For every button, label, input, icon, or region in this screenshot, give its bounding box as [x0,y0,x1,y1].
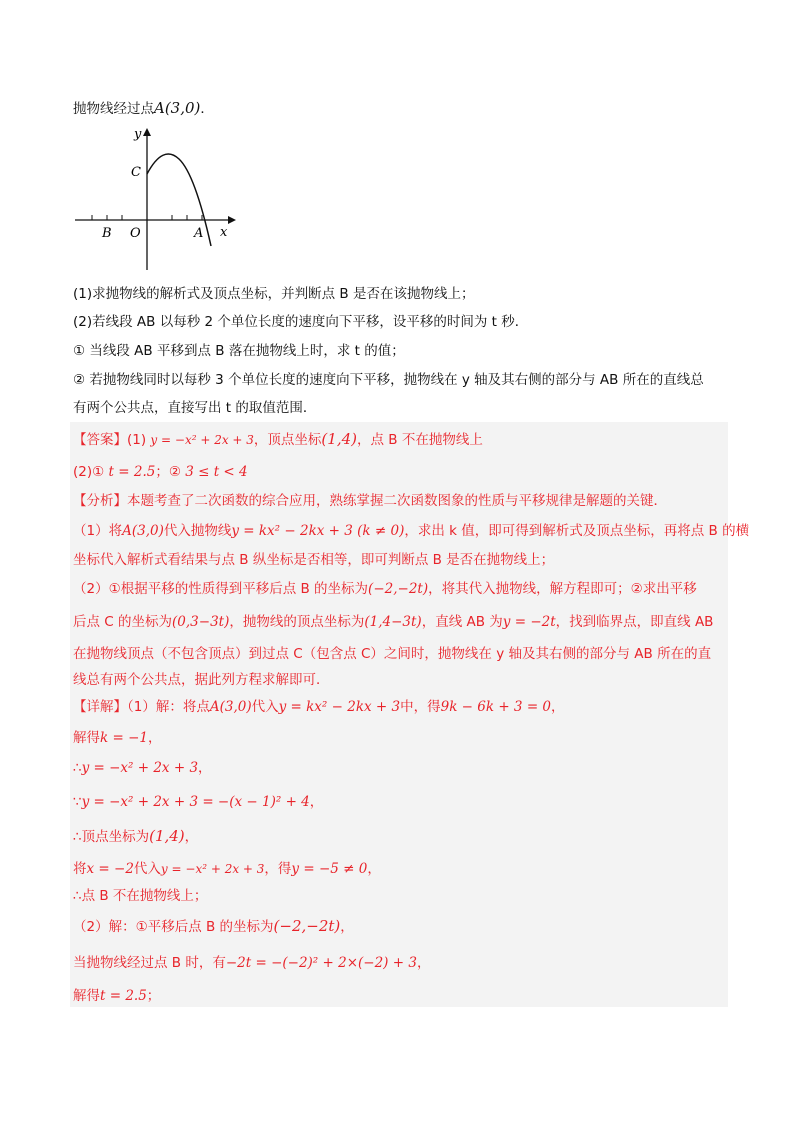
detail-line-7: ∴点 B 不在抛物线上； [73,888,208,904]
analysis4-a: （2）①根据平移的性质得到平移后点 B 的坐标为 [73,581,369,597]
label-x: x [220,225,228,240]
analysis2-c: ，求出 k 值，即可得到解析式及顶点坐标，再将点 B 的横 [404,523,750,539]
analysis5-a: 后点 C 的坐标为 [73,614,173,630]
detail6-x: x = −2 [86,861,134,877]
answer-end: ，点 B 不在抛物线上 [356,432,483,448]
detail-line-5 [73,826,198,847]
detail10-a: 解得 [73,988,100,1004]
analysis5-v: (1,4−3t) [364,614,422,630]
analysis5-eq: y = −2t [502,614,556,630]
answer2-a: t = 2.5 [108,464,156,480]
analysis4-b: ，将其代入抛物线，解方程即可；②求出平移 [428,581,697,597]
detail5-v: (1,4) [149,827,185,845]
problem-intro [73,98,214,119]
answer-vertex: (1,4) [321,430,357,448]
detail2-a: 解得 [73,730,100,746]
analysis-line-7: 线总有两个公共点，据此列方程求解即可． [73,672,330,688]
detail6-a: 将 [73,861,87,877]
analysis-line-4 [73,579,697,599]
detail6-eq: y = −5 ≠ 0 [291,861,368,877]
detail1-point: A(3,0) [209,699,252,715]
label-A: A [194,226,204,241]
detail6-end: ， [367,861,381,877]
detail-line-8 [73,916,354,937]
label-C: C [131,165,141,180]
detail-line-10 [73,986,160,1006]
detail10-eq: t = 2.5 [100,988,147,1004]
analysis4-point: (−2,−2t) [368,581,429,597]
detail3-end: ， [198,760,212,776]
label-O: O [130,226,141,241]
question-2: (2)若线段 AB 以每秒 2 个单位长度的速度向下平移，设平移的时间为 t 秒． [73,314,529,330]
detail9-a: 当抛物线经过点 B 时，有 [73,955,226,971]
therefore-symbol: ∴ [73,760,82,776]
detail5-end: ， [184,829,199,845]
detail8-point: (−2,−2t) [273,917,341,935]
label-y: y [134,127,142,142]
y-axis-arrow [143,128,151,136]
detail9-eq: −2t = −(−2)² + 2×(−2) + 3 [225,955,417,971]
analysis-line-6: 在抛物线顶点（不包含顶点）到过点 C（包含点 C）之间时，抛物线在 y 轴及其右侧的部分与 AB 所在的直 [73,646,712,662]
analysis-line-1: 【分析】本题考查了二次函数的综合应用，熟练掌握二次函数图象的性质与平移规律是解题的关键． [73,493,667,509]
analysis2-a: （1）将 [73,523,123,539]
detail-line-2 [73,728,161,748]
detail-line-1 [73,697,565,717]
analysis5-b: ，抛物线的顶点坐标为 [229,614,365,630]
detail1-eq: 9k − 6k + 3 = 0 [440,699,552,715]
detail6-formula: y = −x² + 2x + 3 [160,862,265,876]
detail1-c: 中，得 [400,699,441,715]
analysis2-point: A(3,0) [122,523,164,539]
answer-line-1 [73,429,483,450]
detail-line-9 [73,953,430,973]
parabola-graph [70,124,240,274]
detail-line-6 [73,859,381,879]
analysis-line-5 [73,612,713,632]
detail8-end: ， [340,919,354,935]
detail8-a: （2）解：①平移后点 B 的坐标为 [73,919,274,935]
intro-text: 抛物线经过点 [73,101,154,117]
x-axis-arrow [228,216,236,224]
analysis2-formula: y = kx² − 2kx + 3 (k ≠ 0) [231,523,405,539]
detail4-eq: y = −x² + 2x + 3 = −(x − 1)² + 4 [81,794,310,810]
question-2-2-line2: 有两个公共点，直接写出 t 的取值范围． [73,400,317,416]
analysis-line-2 [73,521,749,541]
detail2-end: ， [147,730,162,746]
question-2-2-line1: ② 若抛物线同时以每秒 3 个单位长度的速度向下平移，抛物线在 y 轴及其右侧的部分与 AB 所在的直线总 [73,372,704,388]
intro-point: A(3,0) [154,99,201,117]
analysis2-b: 代入抛物线 [163,523,232,539]
answer-formula: y = −x² + 2x + 3 [150,433,254,447]
analysis-line-3: 坐标代入解析式看结果与点 B 纵坐标是否相等，即可判断点 B 是否在抛物线上； [73,552,555,568]
analysis5-c: (0,3−3t) [172,614,230,630]
detail3-eq: y = −x² + 2x + 3 [81,760,199,776]
detail-line-3 [73,758,212,778]
analysis5-c2: ，直线 AB 为 [421,614,503,630]
question-1: (1)求抛物线的解析式及顶点坐标，并判断点 B 是否在该抛物线上； [73,286,475,302]
analysis5-d: ，找到临界点，即直线 AB [555,614,714,630]
detail6-b: 代入 [133,861,161,877]
answer2-b: 3 ≤ t < 4 [185,464,248,480]
answer2-mid: ；② [155,464,181,480]
detail2-eq: k = −1 [100,730,148,746]
detail6-c: ，得 [264,861,292,877]
detail1-end: ， [551,699,565,715]
answer-rest: ，顶点坐标 [253,432,322,448]
answer-line-2 [73,462,248,482]
detail1-formula: y = kx² − 2kx + 3 [278,699,401,715]
question-2-1: ① 当线段 AB 平移到点 B 落在抛物线上时，求 t 的值； [73,343,405,359]
answer2-prefix: (2)① [73,464,105,480]
detail1-a: 【详解】（1）解：将点 [73,699,210,715]
detail1-b: 代入 [251,699,279,715]
detail10-end: ； [146,988,161,1004]
intro-end: ． [200,101,214,117]
detail5-a: ∴顶点坐标为 [73,829,150,845]
label-B: B [102,226,112,241]
detail4-end: ， [309,794,324,810]
answer-label: 【答案】(1) [73,432,147,448]
because-symbol: ∵ [73,794,82,810]
detail9-end: ， [416,955,431,971]
detail-line-4 [73,792,323,812]
